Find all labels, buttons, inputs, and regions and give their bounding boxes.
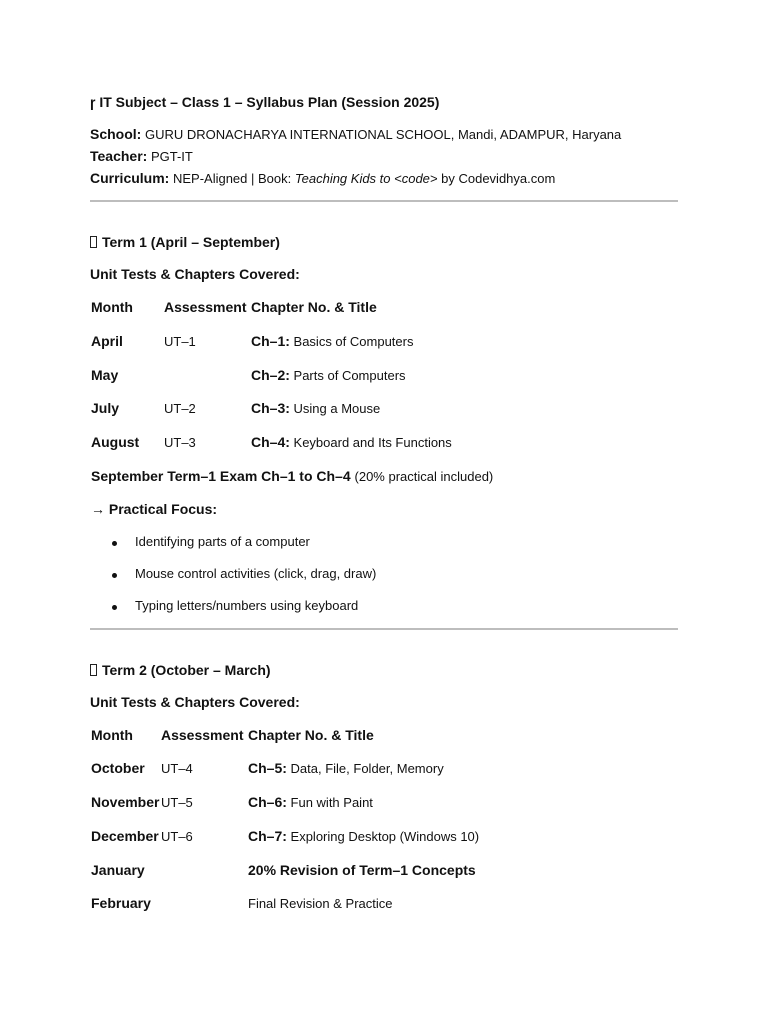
col-month-header: Month: [91, 727, 133, 743]
missing-glyph-icon: [90, 236, 97, 248]
assessment-cell: UT–6: [161, 829, 193, 844]
month-cell: December: [91, 828, 159, 844]
month-cell: April: [91, 333, 123, 349]
teacher-label: Teacher:: [90, 148, 148, 164]
table-row: [90, 400, 678, 420]
chapter-cell: Ch–5: Data, File, Folder, Memory: [248, 760, 444, 776]
table-row: [90, 895, 678, 915]
divider: [90, 628, 678, 630]
month-cell: May: [91, 367, 119, 383]
month-cell: October: [91, 760, 145, 776]
teacher-line: [90, 148, 193, 164]
assessment-cell: UT–5: [161, 795, 193, 810]
col-assessment-header: Assessment: [161, 727, 244, 743]
chapter-cell: Ch–2: Parts of Computers: [251, 367, 406, 383]
month-cell: February: [91, 895, 151, 911]
school-label: School:: [90, 126, 142, 142]
exam-line-note: (20% practical included): [354, 469, 494, 484]
term2-table-header: [90, 727, 678, 747]
month-cell: July: [91, 400, 120, 416]
chapter-cell: Final Revision & Practice: [248, 896, 393, 911]
month-cell: August: [91, 434, 140, 450]
assessment-cell: UT–4: [161, 761, 193, 776]
chapter-cell: Ch–1: Basics of Computers: [251, 333, 414, 349]
bullet-icon: [112, 541, 117, 546]
table-row: [90, 862, 678, 882]
chapter-cell: Ch–4: Keyboard and Its Functions: [251, 434, 452, 450]
practical-focus-heading: → Practical Focus:: [91, 501, 218, 517]
month-cell: November: [91, 794, 160, 810]
chapter-cell: 20% Revision of Term–1 Concepts: [248, 862, 476, 878]
curriculum-line: [90, 170, 555, 186]
bullet-icon: [112, 573, 117, 578]
term2-subheading: Unit Tests & Chapters Covered:: [90, 694, 300, 710]
table-row: [90, 333, 678, 353]
curriculum-label: Curriculum:: [90, 170, 170, 186]
term1-heading: Term 1 (April – September): [90, 234, 280, 250]
missing-glyph-icon: [90, 664, 97, 676]
bullet-icon: [112, 605, 117, 610]
assessment-cell: UT–2: [164, 401, 196, 416]
document-title: ɼ IT Subject – Class 1 – Syllabus Plan (Session 2025): [90, 94, 440, 110]
term2-heading: Term 2 (October – March): [90, 662, 271, 678]
chapter-cell: Ch–3: Using a Mouse: [251, 400, 381, 416]
month-cell: January: [91, 862, 145, 878]
col-month-header: Month: [91, 299, 133, 315]
chapter-cell: Ch–6: Fun with Paint: [248, 794, 373, 810]
table-row: [90, 760, 678, 780]
assessment-cell: UT–1: [164, 334, 196, 349]
table-row: [90, 367, 678, 387]
exam-line-bold: September Term–1 Exam Ch–1 to Ch–4: [91, 468, 351, 484]
school-value: GURU DRONACHARYA INTERNATIONAL SCHOOL, Mandi, ADAMPUR, Haryana: [144, 127, 622, 142]
table-row: [90, 434, 678, 454]
col-chapter-header: Chapter No. & Title: [251, 299, 377, 315]
curriculum-book: Teaching Kids to <code>: [294, 171, 438, 186]
curriculum-suffix: by Codevidhya.com: [441, 171, 556, 186]
table-row: [90, 828, 678, 848]
term1-exam-line: [90, 468, 678, 488]
col-chapter-header: Chapter No. & Title: [248, 727, 374, 743]
table-row: [90, 794, 678, 814]
school-line: [90, 126, 621, 142]
term1-subheading: Unit Tests & Chapters Covered:: [90, 266, 300, 282]
assessment-cell: UT–3: [164, 435, 196, 450]
col-assessment-header: Assessment: [164, 299, 247, 315]
term1-table-header: [90, 299, 678, 319]
chapter-cell: Ch–7: Exploring Desktop (Windows 10): [248, 828, 480, 844]
divider: [90, 200, 678, 202]
curriculum-prefix: NEP-Aligned | Book:: [172, 171, 292, 186]
teacher-value: PGT-IT: [150, 149, 193, 164]
